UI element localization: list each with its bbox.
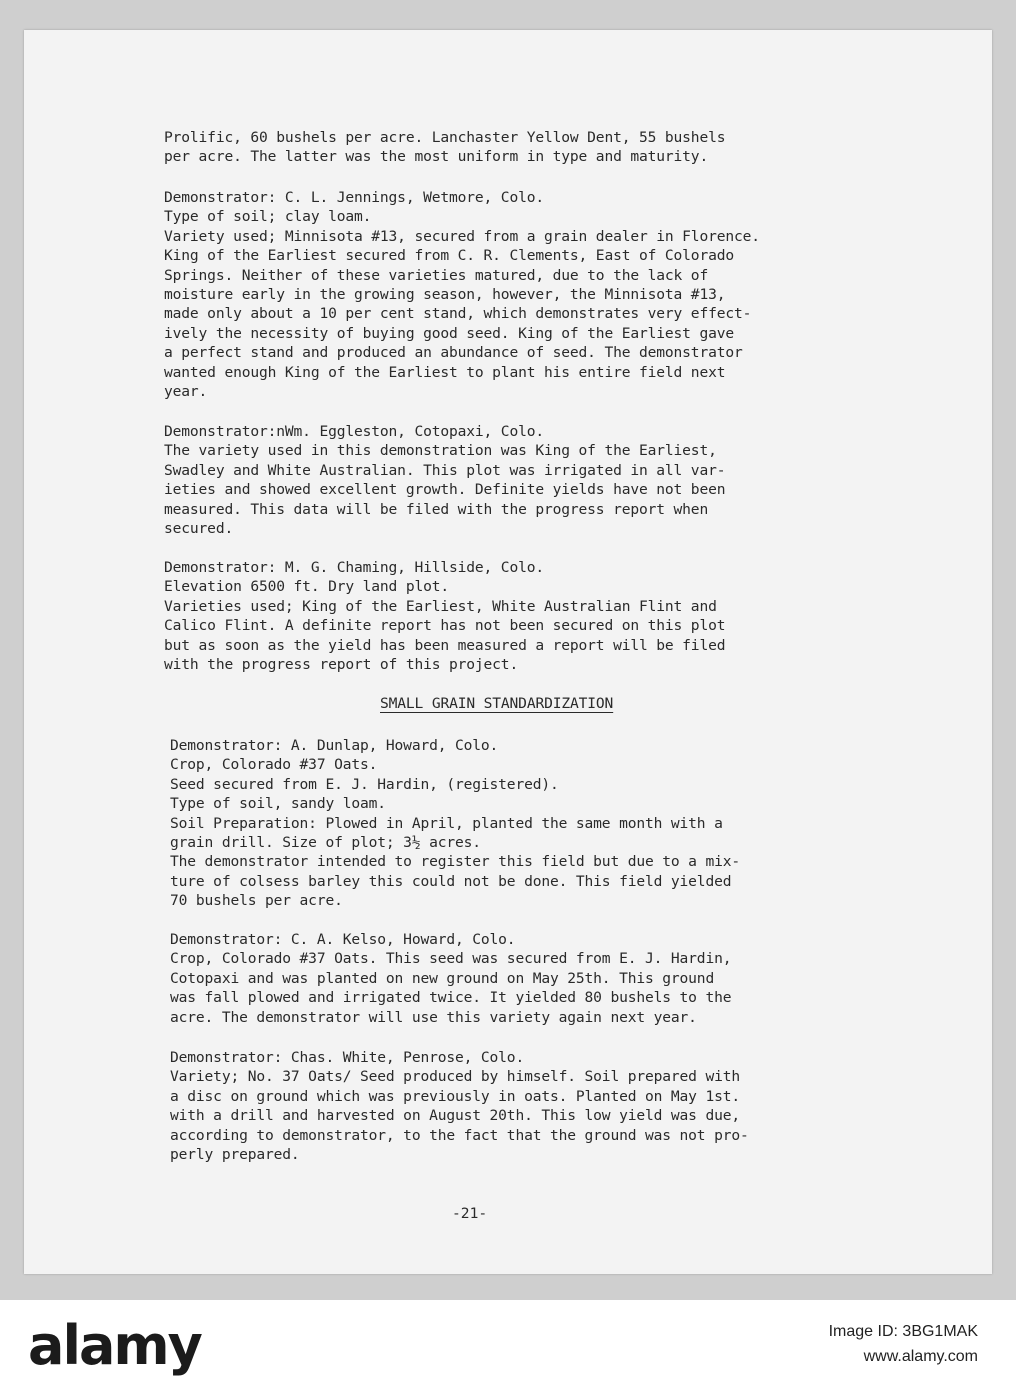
- text-line: 70 bushels per acre.: [170, 892, 343, 910]
- text-line: acre. The demonstrator will use this variety again next year.: [170, 1008, 697, 1026]
- paragraph-chaming: [164, 558, 964, 674]
- text-line: perly prepared.: [170, 1146, 300, 1164]
- text-line: Demonstrator: C. A. Kelso, Howard, Colo.: [170, 931, 516, 948]
- text-line: Crop, Colorado #37 Oats.: [170, 756, 378, 774]
- text-line: year.: [164, 383, 208, 401]
- page-number: -21-: [452, 1205, 488, 1222]
- brand-logo: alamy: [28, 1314, 201, 1377]
- paragraph-kelso: [170, 930, 970, 1027]
- text-line: Demonstrator: C. L. Jennings, Wetmore, Colo.: [164, 189, 544, 206]
- text-line: Cotopaxi and was planted on new ground on May 25th. This ground: [170, 969, 715, 987]
- text-line: Type of soil, sandy loam.: [170, 795, 386, 813]
- text-line: made only about a 10 per cent stand, which demonstrates very effect-: [164, 305, 752, 323]
- text-line: Calico Flint. A definite report has not been secured on this plot: [164, 617, 726, 635]
- site-url: www.alamy.com: [863, 1348, 978, 1365]
- image-id-label: Image ID: 3BG1MAK: [828, 1323, 978, 1340]
- text-line: Demonstrator: M. G. Chaming, Hillside, Colo.: [164, 559, 544, 576]
- text-line: Variety used; Minnisota #13, secured from a grain dealer in Florence.: [164, 227, 760, 245]
- text-line: The variety used in this demonstration was King of the Earliest,: [164, 442, 717, 460]
- text-line: a perfect stand and produced an abundance of seed. The demonstrator: [164, 344, 743, 362]
- text-line: secured.: [164, 520, 234, 538]
- section-heading-small-grain: SMALL GRAIN STANDARDIZATION: [380, 695, 614, 712]
- text-line: King of the Earliest secured from C. R. Clements, East of Colorado: [164, 247, 734, 265]
- text-line: Springs. Neither of these varieties matured, due to the lack of: [164, 266, 709, 284]
- text-line: per acre. The latter was the most uniform in type and maturity.: [164, 148, 709, 166]
- text-line: Demonstrator: A. Dunlap, Howard, Colo.: [170, 737, 499, 754]
- text-line: ture of colsess barley this could not be done. This field yielded: [170, 872, 732, 890]
- text-line: ieties and showed excellent growth. Definite yields have not been: [164, 481, 726, 499]
- text-line: according to demonstrator, to the fact that the ground was not pro-: [170, 1126, 749, 1144]
- text-line: Elevation 6500 ft. Dry land plot.: [164, 578, 449, 596]
- text-line: Variety; No. 37 Oats/ Seed produced by himself. Soil prepared with: [170, 1068, 740, 1086]
- text-line: Crop, Colorado #37 Oats. This seed was secured from E. J. Hardin,: [170, 950, 732, 968]
- text-line: ively the necessity of buying good seed. King of the Earliest gave: [164, 324, 734, 342]
- text-line: but as soon as the yield has been measured a report will be filed: [164, 636, 726, 654]
- stock-banner: [0, 1300, 1016, 1390]
- text-line: with the progress report of this project.: [164, 656, 519, 674]
- text-line: wanted enough King of the Earliest to plant his entire field next: [164, 363, 726, 381]
- paragraph-white: [170, 1048, 970, 1164]
- paragraph-dunlap: [170, 736, 970, 911]
- paragraph-corn-yields: [164, 128, 964, 167]
- text-line: was fall plowed and irrigated twice. It yielded 80 bushels to the: [170, 989, 732, 1007]
- paragraph-jennings: [164, 188, 964, 401]
- text-line: Demonstrator:nWm. Eggleston, Cotopaxi, Colo.: [164, 423, 544, 440]
- text-line: grain drill. Size of plot; 3½ acres.: [170, 834, 481, 852]
- text-line: Soil Preparation: Plowed in April, planted the same month with a: [170, 814, 723, 832]
- text-line: measured. This data will be filed with the progress report when: [164, 500, 709, 518]
- text-line: Prolific, 60 bushels per acre. Lanchaster Yellow Dent, 55 bushels: [164, 129, 726, 146]
- text-line: moisture early in the growing season, however, the Minnisota #13,: [164, 286, 726, 304]
- text-line: Varieties used; King of the Earliest, White Australian Flint and: [164, 597, 717, 615]
- text-line: Swadley and White Australian. This plot was irrigated in all var-: [164, 461, 726, 479]
- paragraph-eggleston: [164, 422, 964, 538]
- text-line: The demonstrator intended to register this field but due to a mix-: [170, 853, 740, 871]
- text-line: with a drill and harvested on August 20th. This low yield was due,: [170, 1107, 740, 1125]
- text-line: Demonstrator: Chas. White, Penrose, Colo.: [170, 1049, 525, 1066]
- text-line: a disc on ground which was previously in oats. Planted on May 1st.: [170, 1087, 740, 1105]
- text-line: Type of soil; clay loam.: [164, 208, 372, 226]
- text-line: Seed secured from E. J. Hardin, (registered).: [170, 775, 559, 793]
